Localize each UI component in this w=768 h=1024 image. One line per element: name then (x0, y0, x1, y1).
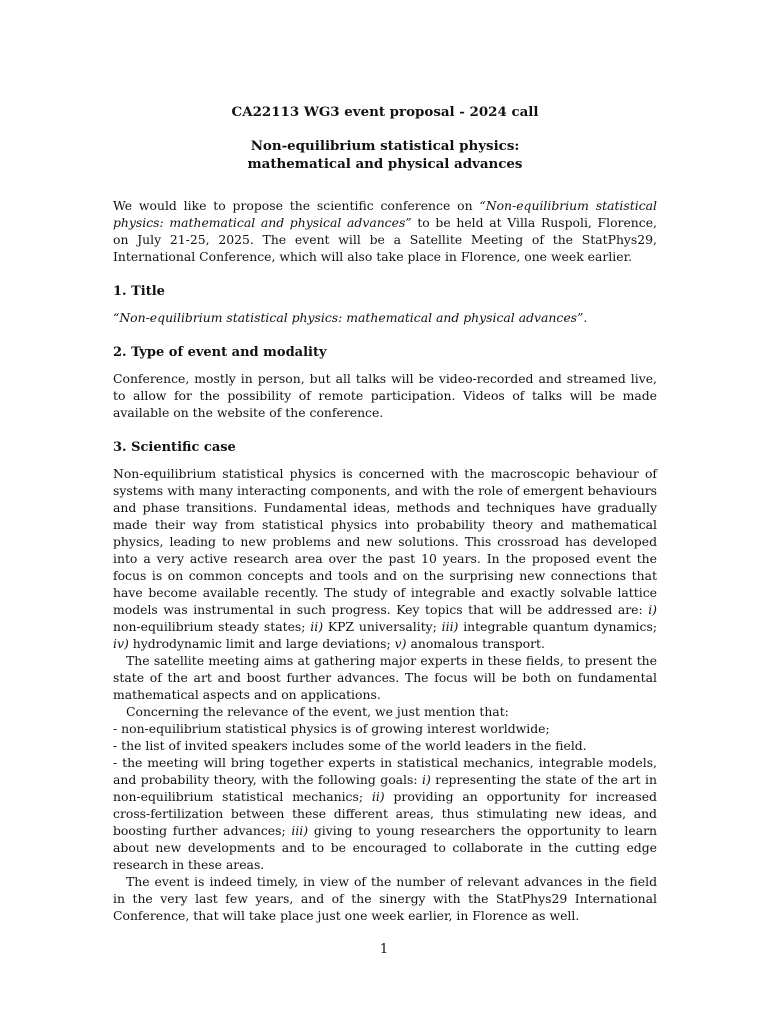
goal-marker-ii: ii) (371, 789, 385, 804)
call-title: CA22113 WG3 event proposal - 2024 call (231, 104, 539, 120)
page-number: 1 (379, 942, 389, 957)
topic-ii: KPZ universality; (323, 619, 442, 634)
bullet-3-text: - the meeting will bring together experts in statistical mechanics, integrable models, and probability theory, with the following goals: (113, 755, 657, 787)
section-3-paragraph-4: The event is indeed timely, in view of the number of relevant advances in the field in the very last few years, and of the sinergy with the StatPhys29 International Conference, that will take place just one week earlier, in Florence as well. (113, 874, 657, 923)
section-2-text: Conference, mostly in person, but all talks will be video-recorded and streamed live, to allow for the possibility of remote participation. Videos of talks will be made available on the website of the conference. (113, 371, 657, 420)
section-3-paragraph-3: Concerning the relevance of the event, we just mention that: (126, 704, 509, 719)
section-3-heading: 3. Scientific case (113, 440, 236, 455)
topic-marker-iv: iv) (113, 636, 129, 651)
title-line-2: mathematical and physical advances (247, 156, 523, 172)
section-1-text (113, 309, 657, 326)
section-3-paragraph-2: The satellite meeting aims at gathering major experts in these fields, to present the state of the art and boost further advances. The focus will be both on fundamental mathematical aspects and on applications. (113, 653, 657, 702)
section-2-heading: 2. Type of event and modality (113, 345, 327, 360)
intro-paragraph (113, 197, 657, 265)
goal-ii: providing an opportunity for increased cross-fertilization between these different areas, thus stimulating new ideas, and boosting further advances; (113, 789, 657, 838)
topic-marker-ii: ii) (310, 619, 324, 634)
topic-marker-i: i) (648, 602, 657, 617)
section-1-quote: “Non-equilibrium statistical physics: mathematical and physical advances” (113, 310, 584, 325)
intro-text-a: We would like to propose the scientific conference on (113, 198, 480, 213)
document-title (113, 137, 657, 173)
goal-i: representing the state of the art in non-equilibrium statistical mechanics; (113, 772, 657, 804)
topic-marker-v: v) (394, 636, 407, 651)
topic-i: non-equilibrium steady states; (113, 619, 311, 634)
topic-marker-iii: iii) (441, 619, 459, 634)
goal-marker-i: i) (422, 772, 431, 787)
topic-iii: integrable quantum dynamics; (458, 619, 657, 634)
intro-text-b: to be held at Villa Ruspoli, Florence, on July 21-25, 2025. The event will be a Satellite Meeting of the StatPhys29, International Conference, which will also take place in Florence, one week earlier. (113, 215, 658, 264)
document-page (113, 104, 657, 924)
goal-iii: giving to young researchers the opportunity to learn about new developments and to be encouraged to collaborate in the cutting edge research in these areas. (113, 823, 657, 872)
topic-v: anomalous transport. (406, 636, 545, 651)
p1-text: Non-equilibrium statistical physics is concerned with the macroscopic behaviour of systems with many interacting components, and with the role of emergent behaviours and phase transitions. Fundamental ideas, methods and techniques have gradually made their way from statistical physics into probability theory and mathematical physics, leading to new problems and new solutions. This crossroad has developed into a very active research area over the past 10 years. In the proposed event the focus is on common concepts and tools and on the surprising new connections that have become available recently. The study of integrable and exactly solvable lattice models was instrumental in such progress. Key topics that will be addressed are: (113, 466, 657, 617)
section-1-heading: 1. Title (113, 284, 165, 299)
section-3-paragraph-1 (113, 465, 657, 652)
intro-quote: “Non-equilibrium statistical physics: mathematical and physical advances” (113, 198, 657, 230)
goal-marker-iii: iii) (291, 823, 309, 838)
bullet-1: - non-equilibrium statistical physics is of growing interest worldwide; (113, 721, 550, 736)
topic-iv: hydrodynamic limit and large deviations; (128, 636, 395, 651)
section-1-end: . (583, 310, 588, 325)
bullet-3 (113, 754, 657, 873)
title-line-1: Non-equilibrium statistical physics: (250, 138, 520, 154)
bullet-2: - the list of invited speakers includes some of the world leaders in the field. (113, 738, 587, 753)
